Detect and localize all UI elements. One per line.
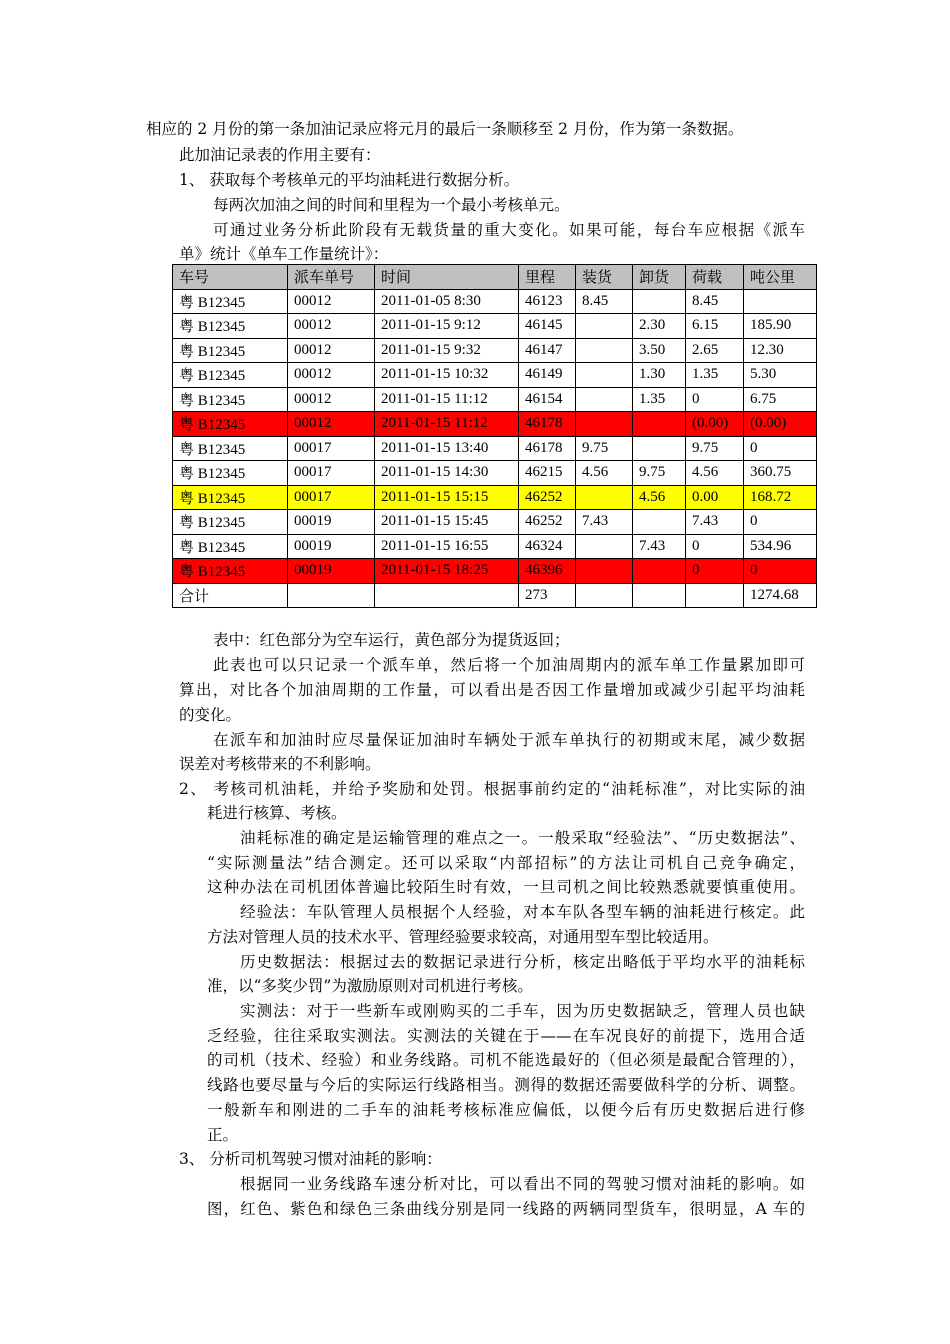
table-cell: 0 <box>686 387 744 412</box>
table-cell: 2011-01-05 8:30 <box>375 289 519 314</box>
table-cell: 9.75 <box>686 436 744 461</box>
table-header-row <box>173 265 817 290</box>
table-cell: 00012 <box>288 338 375 363</box>
table-cell: 2011-01-15 10:32 <box>375 363 519 388</box>
table-cell: 00017 <box>288 461 375 486</box>
table-cell: 0 <box>686 534 744 559</box>
paragraph-line: 相应的 2 月份的第一条加油记录应将元月的最后一条顺移至 2 月份，作为第一条数据。 <box>146 120 744 138</box>
table-cell: 粤 B12345 <box>173 534 288 559</box>
table-cell: 2011-01-15 9:32 <box>375 338 519 363</box>
table-cell: 00012 <box>288 314 375 339</box>
table-row <box>173 289 817 314</box>
table-cell: (0.00) <box>744 412 817 437</box>
table-cell: 00012 <box>288 363 375 388</box>
workload-table <box>172 264 817 608</box>
table-cell: 360.75 <box>744 461 817 486</box>
table-cell <box>576 363 633 388</box>
table-cell: 12.30 <box>744 338 817 363</box>
table-cell <box>744 289 817 314</box>
table-cell <box>686 583 744 608</box>
paragraph-line: 经验法：车队管理人员根据个人经验，对本车队各型车辆的油耗进行核定。此 <box>240 903 805 921</box>
table-cell: 273 <box>519 583 576 608</box>
paragraph-line: 线路也要尽量与今后的实际运行线路相当。测得的数据还需要做科学的分析、调整。 <box>207 1076 805 1094</box>
table-cell: 00019 <box>288 559 375 584</box>
table-cell: 7.43 <box>576 510 633 535</box>
paragraph-line: 的司机（技术、经验）和业务线路。司机不能选最好的（但必须是最配合管理的）， <box>207 1051 805 1069</box>
table-cell: 2011-01-15 18:25 <box>375 559 519 584</box>
table-cell <box>633 289 686 314</box>
table-cell: 6.75 <box>744 387 817 412</box>
paragraph-line: 每两次加油之间的时间和里程为一个最小考核单元。 <box>213 196 570 214</box>
table-cell: 00017 <box>288 436 375 461</box>
table-cell: 粤 B12345 <box>173 436 288 461</box>
table-cell: 46154 <box>519 387 576 412</box>
table-cell: 534.96 <box>744 534 817 559</box>
table-row <box>173 314 817 339</box>
table-cell: 00017 <box>288 485 375 510</box>
table-cell: 2.65 <box>686 338 744 363</box>
table-cell: 8.45 <box>686 289 744 314</box>
table-cell <box>576 387 633 412</box>
table-cell <box>576 583 633 608</box>
table-cell: 6.15 <box>686 314 744 339</box>
paragraph-line: 可通过业务分析此阶段有无载货量的重大变化。如果可能，每台车应根据《派车 <box>213 221 805 239</box>
table-cell <box>375 583 519 608</box>
table-row <box>173 485 817 510</box>
table-cell: 1.35 <box>633 387 686 412</box>
table-cell: 4.56 <box>686 461 744 486</box>
table-cell: 2011-01-15 15:45 <box>375 510 519 535</box>
paragraph-line: 油耗标准的确定是运输管理的难点之一。一般采取“经验法”、“历史数据法”、 <box>240 829 805 847</box>
table-cell: 粤 B12345 <box>173 461 288 486</box>
table-cell: 8.45 <box>576 289 633 314</box>
paragraph-line: 历史数据法：根据过去的数据记录进行分析，核定出略低于平均水平的油耗标 <box>240 953 805 971</box>
list-item-heading: 3、 分析司机驾驶习惯对油耗的影响： <box>179 1150 442 1168</box>
table-cell <box>576 534 633 559</box>
column-header: 派车单号 <box>288 265 375 290</box>
table-cell: 粤 B12345 <box>173 314 288 339</box>
column-header: 时间 <box>375 265 519 290</box>
table-cell: 0 <box>744 559 817 584</box>
table-cell: 00012 <box>288 387 375 412</box>
table-cell: 46178 <box>519 436 576 461</box>
table-cell: 46324 <box>519 534 576 559</box>
paragraph-line: 误差对考核带来的不利影响。 <box>179 755 381 773</box>
table-cell <box>576 338 633 363</box>
table-cell: 168.72 <box>744 485 817 510</box>
table-cell: 2.30 <box>633 314 686 339</box>
paragraph-line: 乏经验，往往采取实测法。实测法的关键在于——在车况良好的前提下，选用合适 <box>207 1027 805 1045</box>
table-row <box>173 436 817 461</box>
table-cell: 0 <box>686 559 744 584</box>
table-cell <box>576 314 633 339</box>
table-cell: 185.90 <box>744 314 817 339</box>
table-cell: 46215 <box>519 461 576 486</box>
table-cell: 00019 <box>288 534 375 559</box>
table-cell: 46252 <box>519 510 576 535</box>
table-cell: 5.30 <box>744 363 817 388</box>
table-cell: 46145 <box>519 314 576 339</box>
table-cell: 46252 <box>519 485 576 510</box>
table-cell: 2011-01-15 14:30 <box>375 461 519 486</box>
table-cell: 46123 <box>519 289 576 314</box>
column-header: 吨公里 <box>744 265 817 290</box>
table-cell: 2011-01-15 9:12 <box>375 314 519 339</box>
table-cell: 粤 B12345 <box>173 338 288 363</box>
table-note: 表中：红色部分为空车运行，黄色部分为提货返回； <box>213 631 570 649</box>
table-row <box>173 461 817 486</box>
table-cell: 1.30 <box>633 363 686 388</box>
paragraph-line: 在派车和加油时应尽量保证加油时车辆处于派车单执行的初期或末尾，减少数据 <box>213 731 805 749</box>
table-cell: 46147 <box>519 338 576 363</box>
table-cell: 粤 B12345 <box>173 387 288 412</box>
paragraph-line: 正。 <box>207 1126 239 1144</box>
table-cell <box>576 412 633 437</box>
table-cell: 1274.68 <box>744 583 817 608</box>
table-cell: 粤 B12345 <box>173 510 288 535</box>
table-cell <box>633 436 686 461</box>
paragraph-line: 方法对管理人员的技术水平、管理经验要求较高，对通用型车型比较适用。 <box>207 928 719 946</box>
table-body <box>173 289 817 608</box>
table-cell: 0.00 <box>686 485 744 510</box>
table-cell: 0 <box>744 436 817 461</box>
table-cell: 7.43 <box>686 510 744 535</box>
column-header: 卸货 <box>633 265 686 290</box>
column-header: 荷载 <box>686 265 744 290</box>
table-cell <box>633 559 686 584</box>
paragraph-line: 根据同一业务线路车速分析对比，可以看出不同的驾驶习惯对油耗的影响。如 <box>240 1175 805 1193</box>
table-cell <box>633 510 686 535</box>
paragraph-line: 准，以“多奖少罚”为激励原则对司机进行考核。 <box>207 977 533 995</box>
table-cell <box>576 485 633 510</box>
table-cell: 46149 <box>519 363 576 388</box>
table-cell: 粤 B12345 <box>173 289 288 314</box>
column-header: 里程 <box>519 265 576 290</box>
table-cell: 9.75 <box>633 461 686 486</box>
table-total-row <box>173 583 817 608</box>
paragraph-line: “实际测量法”结合测定。还可以采取“内部招标”的方法让司机自己竞争确定， <box>207 854 805 872</box>
table-cell: 4.56 <box>633 485 686 510</box>
table-cell <box>633 583 686 608</box>
table-cell: 合计 <box>173 583 288 608</box>
paragraph-line: 这种办法在司机团体普遍比较陌生时有效，一旦司机之间比较熟悉就要慎重使用。 <box>207 878 805 896</box>
paragraph-line: 的变化。 <box>179 706 242 724</box>
list-item-heading: 1、 获取每个考核单元的平均油耗进行数据分析。 <box>179 171 520 189</box>
table-cell: 2011-01-15 16:55 <box>375 534 519 559</box>
table-cell <box>288 583 375 608</box>
table-cell: 粤 B12345 <box>173 363 288 388</box>
table-cell: 1.35 <box>686 363 744 388</box>
table-cell: 4.56 <box>576 461 633 486</box>
table-row <box>173 510 817 535</box>
paragraph-line: 此表也可以只记录一个派车单，然后将一个加油周期内的派车单工作量累加即可 <box>213 656 805 674</box>
table-row <box>173 534 817 559</box>
paragraph-line: 算出，对比各个加油周期的工作量，可以看出是否因工作量增加或减少引起平均油耗 <box>179 681 805 699</box>
paragraph-line: 图，红色、紫色和绿色三条曲线分别是同一线路的两辆同型货车，很明显，A 车的 <box>207 1200 805 1218</box>
table-cell: 00012 <box>288 412 375 437</box>
table-row <box>173 559 817 584</box>
paragraph-line: 一般新车和刚进的二手车的油耗考核标准应偏低，以便今后有历史数据后进行修 <box>207 1101 805 1119</box>
table-cell: 00019 <box>288 510 375 535</box>
paragraph-line: 耗进行核算、考核。 <box>207 804 347 822</box>
table-cell: 2011-01-15 11:12 <box>375 412 519 437</box>
table-cell: 00012 <box>288 289 375 314</box>
table-cell: 2011-01-15 11:12 <box>375 387 519 412</box>
table-cell: 3.50 <box>633 338 686 363</box>
column-header: 装货 <box>576 265 633 290</box>
table-cell: 7.43 <box>633 534 686 559</box>
table-cell: 9.75 <box>576 436 633 461</box>
table-cell: 2011-01-15 13:40 <box>375 436 519 461</box>
table-cell: 粤 B12345 <box>173 412 288 437</box>
paragraph-line: 实测法：对于一些新车或刚购买的二手车，因为历史数据缺乏，管理人员也缺 <box>240 1002 805 1020</box>
table-row <box>173 363 817 388</box>
list-item-heading: 2、 考核司机油耗，并给予奖励和处罚。根据事前约定的“油耗标准”，对比实际的油 <box>179 780 805 798</box>
table-cell: (0.00) <box>686 412 744 437</box>
table-cell <box>576 559 633 584</box>
table-cell: 46396 <box>519 559 576 584</box>
table-row <box>173 387 817 412</box>
table-cell: 粤 B12345 <box>173 559 288 584</box>
table-cell: 2011-01-15 15:15 <box>375 485 519 510</box>
table-row <box>173 412 817 437</box>
table-cell: 46178 <box>519 412 576 437</box>
table-cell: 粤 B12345 <box>173 485 288 510</box>
column-header: 车号 <box>173 265 288 290</box>
table-cell <box>633 412 686 437</box>
table-row <box>173 338 817 363</box>
table-cell: 0 <box>744 510 817 535</box>
paragraph-line: 此加油记录表的作用主要有： <box>179 146 381 164</box>
paragraph-line: 单》统计《单车工作量统计》： <box>179 245 389 263</box>
